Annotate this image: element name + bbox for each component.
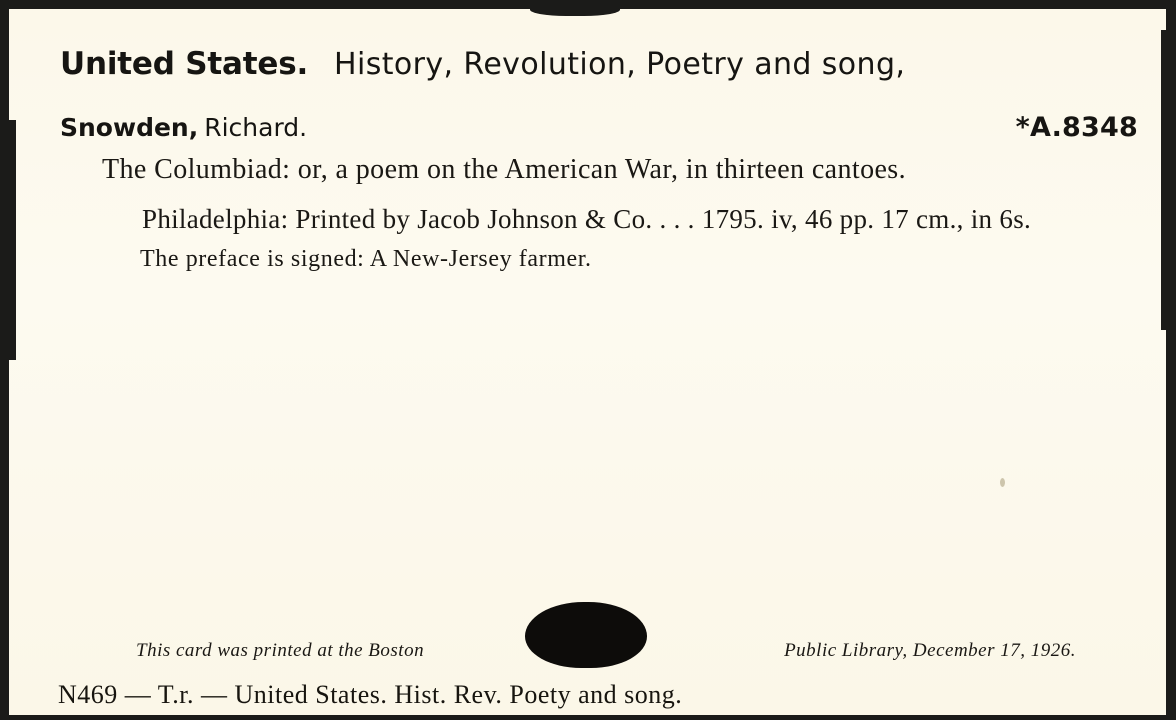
author-forename: Richard. xyxy=(204,113,308,142)
call-number: *A.8348 xyxy=(1015,112,1138,143)
paper-speck xyxy=(1000,478,1005,487)
ink-blot xyxy=(525,602,647,668)
subject-heading-subdivisions: History, Revolution, Poetry and song, xyxy=(334,47,906,82)
tracing-line: N469 — T.r. — United States. Hist. Rev. Poety and song. xyxy=(58,680,683,709)
printing-statement-right: Public Library, December 17, 1926. xyxy=(784,640,1076,661)
author-surname: Snowden, xyxy=(60,113,199,142)
imprint-statement: Philadelphia: Printed by Jacob Johnson & Co. . . . 1795. iv, 46 pp. 17 cm., in 6s. xyxy=(142,204,1032,234)
note-statement: The preface is signed: A New-Jersey farmer. xyxy=(140,246,592,272)
author-statement xyxy=(60,113,307,142)
subject-heading-main: United States. xyxy=(60,46,309,82)
subject-heading xyxy=(60,46,905,82)
author-row xyxy=(60,112,1138,143)
printing-statement-left: This card was printed at the Boston xyxy=(136,640,425,661)
bibliographic-body xyxy=(60,152,1150,274)
title-statement: The Columbiad: or, a poem on the American War, in thirteen cantoes. xyxy=(102,154,907,185)
